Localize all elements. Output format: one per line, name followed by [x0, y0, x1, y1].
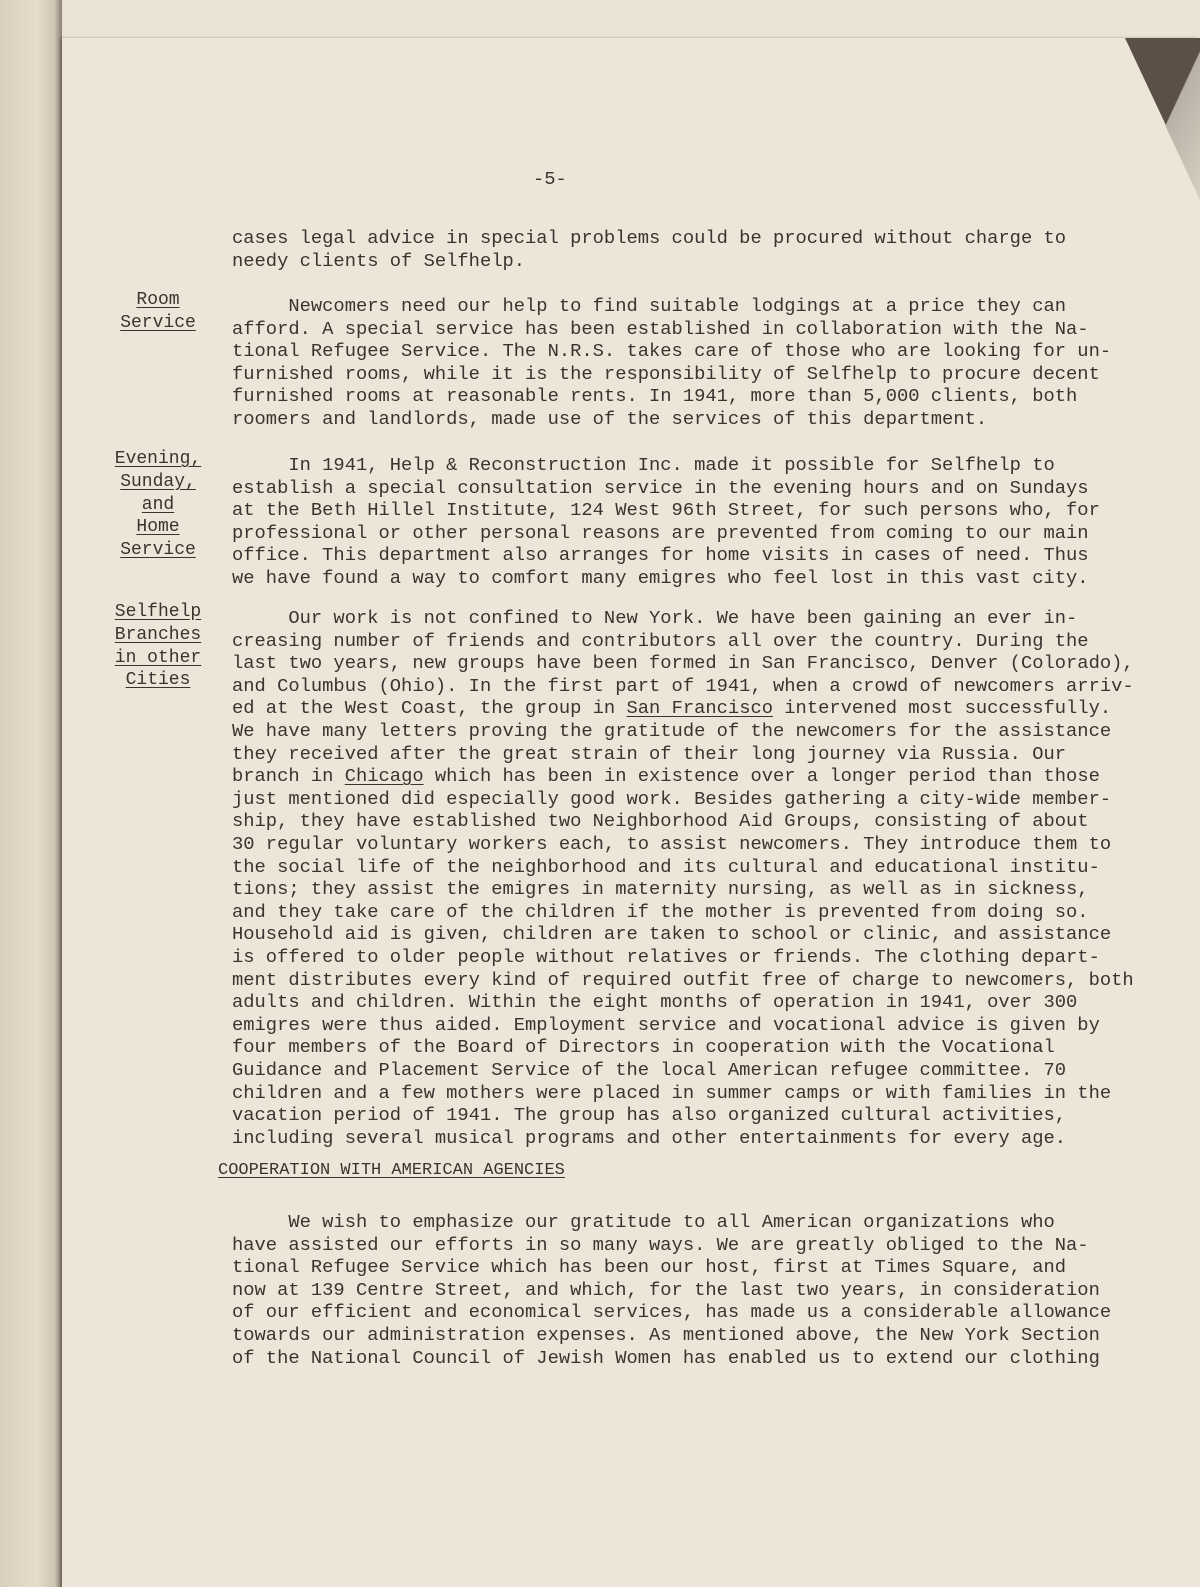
- margin-note: Branches: [114, 624, 202, 645]
- margin-note: Sunday,: [120, 471, 196, 492]
- paragraph-line: the social life of the neighborhood and its cultural and educational institu-: [232, 855, 1100, 878]
- margin-note: Service: [120, 312, 196, 333]
- text-segment: which has been in existence over a longer period than those: [423, 765, 1100, 788]
- section-heading: COOPERATION WITH AMERICAN AGENCIES: [218, 1161, 565, 1180]
- underlined-place-name: Chicago: [344, 765, 424, 788]
- paragraph-line: roomers and landlords, made use of the services of this department.: [232, 408, 988, 430]
- paragraph-line: including several musical programs and other entertainments for every age.: [232, 1126, 1067, 1149]
- paragraph-line: Newcomers need our help to find suitable lodgings at a price they can: [232, 295, 1067, 317]
- paragraph-line: now at 139 Centre Street, and which, for the last two years, in consideration: [232, 1278, 1100, 1301]
- margin-note: Selfhelp: [114, 602, 202, 622]
- paragraph-line: ment distributes every kind of required outfit free of charge to newcomers, both: [232, 968, 1134, 991]
- paragraph-line: tions; they assist the emigres in maternity nursing, as well as in sickness,: [232, 878, 1089, 901]
- margin-note: Service: [120, 540, 196, 561]
- margin-note: in other: [114, 647, 202, 668]
- paragraph-line: we have found a way to comfort many emigres who feel lost in this vast city.: [232, 567, 1089, 589]
- paragraph-line: [232, 765, 1100, 788]
- paragraph-line: Household aid is given, children are taken to school or clinic, and assistance: [232, 923, 1112, 946]
- paragraph-line: they received after the great strain of their long journey via Russia. Our: [232, 742, 1067, 765]
- paragraph-line: of our efficient and economical services, has made us a considerable allowance: [232, 1301, 1112, 1324]
- paragraph-line: furnished rooms, while it is the responsibility of Selfhelp to procure decent: [232, 362, 1100, 385]
- paragraph-line: cases legal advice in special problems could be procured without charge to: [232, 227, 1067, 249]
- paragraph-line: establish a special consultation service in the evening hours and on Sundays: [232, 476, 1089, 499]
- paragraph-line: [232, 697, 1111, 720]
- paragraph-line: furnished rooms at reasonable rents. In 1941, more than 5,000 clients, both: [232, 385, 1078, 408]
- paragraph-line: and Columbus (Ohio). In the first part of 1941, when a crowd of newcomers arriv-: [232, 674, 1134, 697]
- paragraph-line: is offered to older people without relatives or friends. The clothing depart-: [232, 946, 1100, 968]
- paragraph-line: creasing number of friends and contributors all over the country. During the: [232, 629, 1089, 652]
- margin-note: Room: [136, 290, 180, 310]
- paragraph-line: afford. A special service has been established in collaboration with the Na-: [232, 317, 1089, 340]
- paragraph-line: at the Beth Hillel Institute, 124 West 96th Street, for such persons who, for: [232, 499, 1100, 522]
- paragraph-line: office. This department also arranges for home visits in cases of need. Thus: [232, 544, 1089, 567]
- paragraph-line: ship, they have established two Neighborhood Aid Groups, consisting of about: [232, 810, 1089, 833]
- margin-note: and: [141, 494, 175, 515]
- paragraph-line: four members of the Board of Directors in cooperation with the Vocational: [232, 1036, 1055, 1059]
- page-number: -5-: [533, 168, 567, 190]
- margin-note: Evening,: [114, 449, 202, 469]
- paragraph-line: just mentioned did especially good work. Besides gathering a city-wide member-: [232, 787, 1112, 810]
- paragraph-line: have assisted our efforts in so many ways. We are greatly obliged to the Na-: [232, 1233, 1089, 1256]
- margin-note: Cities: [125, 670, 191, 691]
- margin-note: Home: [136, 517, 180, 538]
- paragraph-line: We have many letters proving the gratitude of the newcomers for the assistance: [232, 720, 1112, 742]
- paragraph-line: needy clients of Selfhelp.: [232, 249, 526, 272]
- paragraph-line: 30 regular voluntary workers each, to assist newcomers. They introduce them to: [232, 833, 1112, 855]
- paragraph-line: towards our administration expenses. As mentioned above, the New York Section: [232, 1324, 1100, 1346]
- paragraph-line: adults and children. Within the eight months of operation in 1941, over 300: [232, 991, 1078, 1014]
- paragraph-line: Our work is not confined to New York. We have been gaining an ever in-: [232, 607, 1078, 629]
- paragraph-line: emigres were thus aided. Employment service and vocational advice is given by: [232, 1013, 1100, 1036]
- paragraph-line: professional or other personal reasons are prevented from coming to our main: [232, 521, 1089, 544]
- text-segment: ed at the West Coast, the group in: [232, 697, 627, 720]
- paragraph-line: In 1941, Help & Reconstruction Inc. made it possible for Selfhelp to: [232, 454, 1055, 476]
- paragraph-line: of the National Council of Jewish Women has enabled us to extend our clothing: [232, 1346, 1100, 1369]
- paragraph-line: Guidance and Placement Service of the local American refugee committee. 70: [232, 1059, 1067, 1081]
- paragraph-line: last two years, new groups have been formed in San Francisco, Denver (Colorado),: [232, 652, 1134, 675]
- text-segment: branch in: [232, 765, 345, 788]
- text-segment: intervened most successfully.: [773, 697, 1112, 720]
- paragraph-line: tional Refugee Service. The N.R.S. takes care of those who are looking for un-: [232, 340, 1112, 363]
- paragraph-line: children and a few mothers were placed in summer camps or with families in the: [232, 1081, 1112, 1104]
- paragraph-line: tional Refugee Service which has been our host, first at Times Square, and: [232, 1256, 1067, 1279]
- paragraph-line: We wish to emphasize our gratitude to all American organizations who: [232, 1211, 1055, 1233]
- paragraph-line: vacation period of 1941. The group has also organized cultural activities,: [232, 1104, 1067, 1127]
- left-page-edge: [0, 0, 62, 1587]
- underlined-place-name: San Francisco: [626, 697, 774, 720]
- paragraph-line: and they take care of the children if the mother is prevented from doing so.: [232, 900, 1089, 923]
